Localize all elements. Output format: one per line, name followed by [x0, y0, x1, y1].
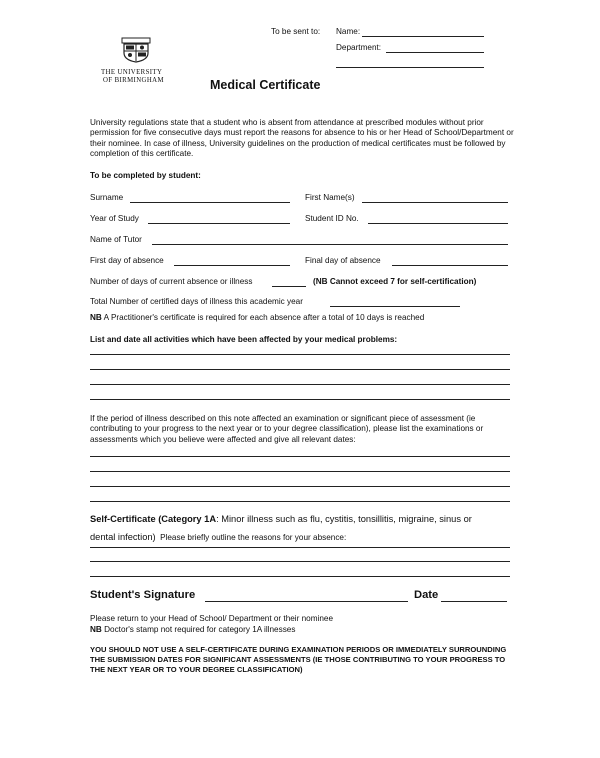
signature-label: Student's Signature	[90, 589, 196, 601]
first-day-field[interactable]	[174, 265, 290, 266]
year-of-study-field[interactable]	[148, 223, 290, 224]
nb-cannot-exceed: (NB Cannot exceed 7 for self-certification)	[313, 277, 477, 286]
warning-notice: YOU SHOULD NOT USE A SELF-CERTIFICATE DURING EXAMINATION PERIODS OR IMMEDIATELY SURROUNDING THE SUBMISSION DATES FOR SIGNIFICANT ASSESSMENTS (IE THOSE CONTRIBUTING TO YOUR PROGRESS TO THE NEXT YEAR OR TO YOUR DEGREE CLASSIFICATION)	[90, 645, 507, 674]
final-day-label: Final day of absence	[305, 256, 381, 265]
footer-nb-prefix: NB	[90, 625, 102, 634]
surname-field[interactable]	[130, 202, 290, 203]
activities-line-3[interactable]	[90, 384, 510, 385]
tutor-label: Name of Tutor	[90, 235, 142, 244]
exam-line-3[interactable]	[90, 486, 510, 487]
self-cert-text: Minor illness such as flu, cystitis, tonsillitis, migraine, sinus or	[221, 514, 472, 524]
page-title: Medical Certificate	[210, 78, 321, 92]
to-be-sent-label: To be sent to:	[271, 27, 321, 36]
nb-practitioner-text: A Practitioner's certificate is required for each absence after a total of 10 days is reached	[103, 313, 425, 322]
first-names-field[interactable]	[362, 202, 508, 203]
self-cert-line-c[interactable]	[90, 576, 510, 577]
self-cert-line-1	[90, 514, 472, 524]
self-cert-colon: :	[216, 514, 219, 524]
first-names-label: First Name(s)	[305, 193, 355, 202]
self-cert-outline: Please briefly outline the reasons for your absence:	[160, 533, 347, 542]
days-current-label: Number of days of current absence or illness	[90, 277, 253, 286]
university-name-line2: OF BIRMINGHAM	[103, 77, 164, 84]
self-cert-dental: dental infection)	[90, 532, 156, 542]
self-cert-line-2	[90, 527, 346, 545]
department-label: Department:	[336, 43, 382, 52]
activities-line-4[interactable]	[90, 399, 510, 400]
self-cert-label: Self-Certificate (Category 1A	[90, 514, 217, 524]
activities-heading: List and date all activities which have been affected by your medical problems:	[90, 335, 398, 344]
intro-paragraph: University regulations state that a student who is absent from attendance at prescribed modules without prior permission for five consecutive days must report the reasons for absence to his or her Head of School/Department or their nominee. In case of illness, University guidelines on the production of medical certificates must be followed by completion of this certificate.	[90, 118, 514, 159]
department-field[interactable]	[386, 52, 484, 53]
date-label: Date	[414, 589, 439, 601]
activities-line-1[interactable]	[90, 354, 510, 355]
nb-practitioner-note	[90, 313, 424, 322]
nb-prefix: NB	[90, 313, 102, 322]
name-field[interactable]	[362, 36, 484, 37]
exam-line-4[interactable]	[90, 501, 510, 502]
university-name-line1: THE UNIVERSITY	[101, 69, 163, 76]
self-cert-line-b[interactable]	[90, 561, 510, 562]
student-id-label: Student ID No.	[305, 214, 359, 223]
university-crest	[121, 37, 151, 68]
department-field-extra[interactable]	[336, 67, 484, 68]
total-days-label: Total Number of certified days of illness this academic year	[90, 297, 303, 306]
exam-paragraph: If the period of illness described on this note affected an examination or significant piece of assessment (ie contributing to your progress to the next year or to your degree classification), please list the examinations or assessments which you believe were affected and give all relevant dates:	[90, 414, 484, 444]
total-days-field[interactable]	[330, 306, 460, 307]
exam-line-2[interactable]	[90, 471, 510, 472]
tutor-field[interactable]	[152, 244, 508, 245]
final-day-field[interactable]	[392, 265, 508, 266]
student-id-field[interactable]	[368, 223, 508, 224]
return-text: Please return to your Head of School/ Department or their nominee	[90, 614, 334, 623]
days-current-field[interactable]	[272, 286, 306, 287]
first-day-label: First day of absence	[90, 256, 164, 265]
name-label: Name:	[336, 27, 361, 36]
activities-line-2[interactable]	[90, 369, 510, 370]
surname-label: Surname	[90, 193, 124, 202]
doctor-stamp-note	[90, 625, 295, 634]
self-cert-line-a[interactable]	[90, 547, 510, 548]
year-of-study-label: Year of Study	[90, 214, 139, 223]
date-field[interactable]	[441, 601, 507, 602]
student-section-heading: To be completed by student:	[90, 171, 201, 180]
signature-field[interactable]	[205, 601, 408, 602]
exam-line-1[interactable]	[90, 456, 510, 457]
footer-nb-text: Doctor's stamp not required for category 1A illnesses	[104, 625, 296, 634]
